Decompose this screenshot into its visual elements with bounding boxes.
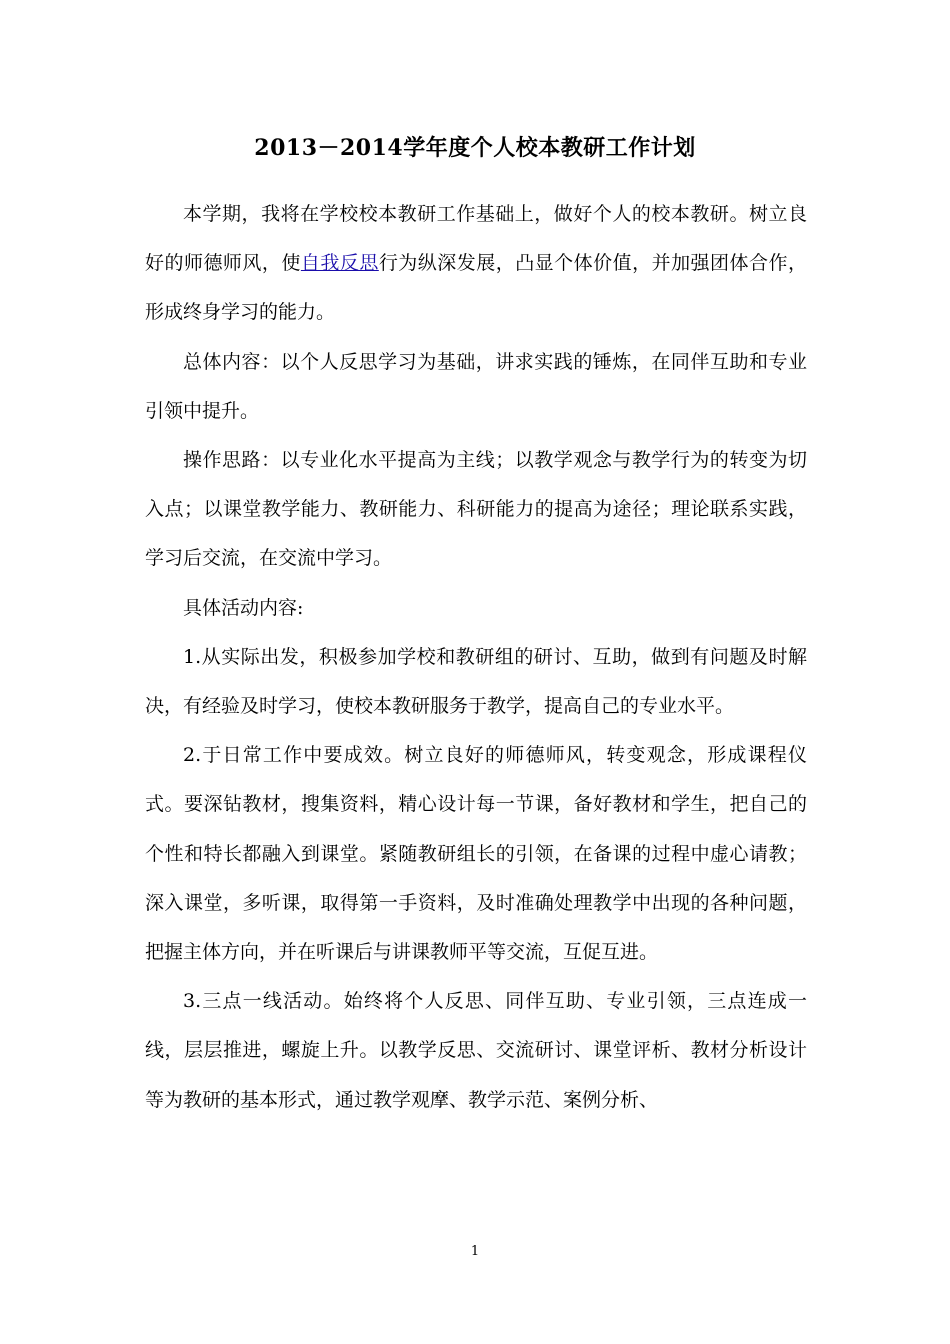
intro-text-before-link: 本学期，我将在学校校本教研工作基础上，做好个人的校本教研。树立良好的师德师风，使 — [145, 203, 807, 275]
page-number: 1 — [470, 1244, 480, 1259]
activity-item-3: 3.三点一线活动。始终将个人反思、同伴互助、专业引领，三点连成一线，层层推进，螺旋上升。以教学反思、交流研讨、课堂评析、教材分析设计等为教研的基本形式，通过教学观摩、教学示范、案例分析、 — [145, 990, 807, 1111]
self-reflection-link[interactable]: 自我反思 — [300, 252, 379, 275]
intro-paragraph — [145, 190, 807, 338]
activities-heading: 具体活动内容: — [183, 596, 304, 619]
activity-item-2: 2.于日常工作中要成效。树立良好的师德师风，转变观念，形成课程仪式。要深钻教材，搜集资料，精心设计每一节课，备好教材和学生，把自己的个性和特长都融入到课堂。紧随教研组长的引领，在备课的过程中虚心请教；深入课堂，多听课，取得第一手资料，及时准确处理教学中出现的各种问题，把握主体方向，并在听课后与讲课教师平等交流，互促互进。 — [145, 744, 807, 964]
activity-item-1: 1.从实际出发，积极参加学校和教研组的研讨、互助，做到有问题及时解决，有经验及时学习，使校本教研服务于教学，提高自己的专业水平。 — [145, 645, 807, 718]
operation-approach-paragraph: 操作思路：以专业化水平提高为主线；以教学观念与教学行为的转变为切入点；以课堂教学能力、教研能力、科研能力的提高为途径；理论联系实践，学习后交流，在交流中学习。 — [145, 449, 807, 570]
document-title: 2013－2014学年度个人校本教研工作计划 — [254, 135, 696, 161]
document-body — [145, 190, 807, 1125]
overall-content-paragraph: 总体内容：以个人反思学习为基础，讲求实践的锤炼，在同伴互助和专业引领中提升。 — [145, 350, 807, 422]
intro-text-after-link: 行为纵深发展，凸显个体价值，并加强团体合作，形成终身学习的能力。 — [145, 252, 807, 324]
